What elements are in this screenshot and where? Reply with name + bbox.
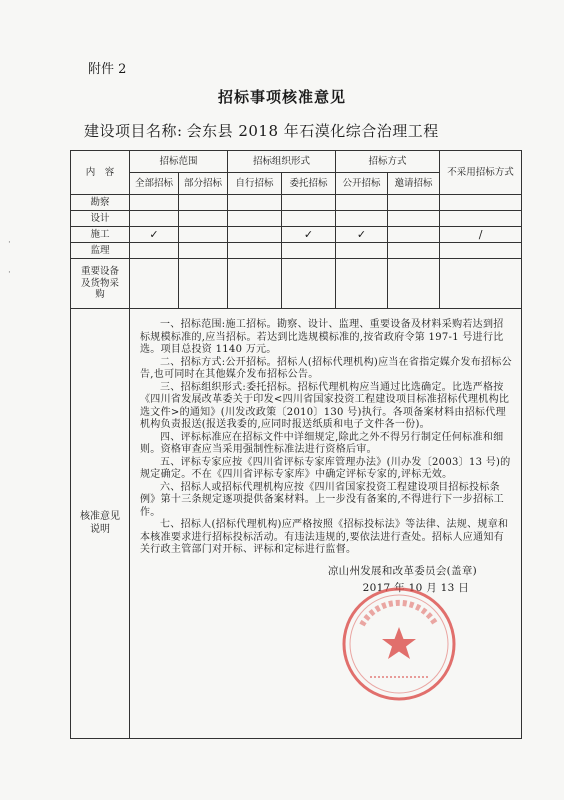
table-row	[71, 227, 522, 243]
header-no-tender: 不采用招标方式	[440, 151, 522, 195]
table-row	[71, 195, 522, 211]
table-cell	[179, 259, 228, 309]
approval-table	[70, 150, 522, 739]
note-paragraph: 二、招标方式:公开招标。招标人(招标代理机构)应当在省指定媒介发布招标公告,也可同时在其他媒介发布招标公告。	[140, 356, 512, 380]
project-name: 会东县 2018 年石漠化综合治理工程	[186, 122, 439, 140]
table-cell	[388, 211, 440, 227]
check-mark: ✓	[282, 227, 336, 243]
sub-header: 委托招标	[282, 173, 336, 195]
sub-header: 自行招标	[228, 173, 282, 195]
table-cell	[228, 243, 282, 259]
table-cell	[179, 243, 228, 259]
table-cell	[440, 259, 522, 309]
note-paragraph: 四、评标标准应在招标文件中详细规定,除此之外不得另行制定任何标准和细则。资格审查应当采用强制性标准法进行资格后审。	[140, 431, 504, 455]
table-cell	[130, 211, 179, 227]
sub-header: 部分招标	[179, 173, 228, 195]
table-cell	[388, 243, 440, 259]
table-cell	[282, 195, 336, 211]
header-content: 内 容	[71, 151, 130, 195]
table-row	[71, 243, 522, 259]
note-paragraph: 三、招标组织形式:委托招标。招标代理机构应当通过比选确定。比选严格按《四川省发展改革委关于印发<四川省国家投资工程建设项目标准招标代理机构比选文件>的通知》(川发改政策〔2010〕130 号)执行。各项备案材料由招标代理机构负责报送(报送我委的,应同时报送纸质和电子文件各一份)。	[140, 381, 510, 430]
table-cell	[388, 227, 440, 243]
table-cell	[282, 259, 336, 309]
table-cell	[228, 227, 282, 243]
table-cell	[336, 243, 388, 259]
table-cell	[282, 211, 336, 227]
table-cell	[388, 195, 440, 211]
table-cell	[130, 243, 179, 259]
note-paragraph: 一、招标范围:施工招标。勘察、设计、监理、重要设备及材料采购若达到招标规模标准的,应当招标。若达到比选规模标准的,按省政府令第 197-1 号进行比选。项目总投资 1140 万元。	[140, 319, 504, 355]
table-cell	[179, 195, 228, 211]
table-cell	[336, 195, 388, 211]
sub-header: 公开招标	[336, 173, 388, 195]
approval-notes	[130, 309, 522, 739]
slash-mark: /	[440, 227, 522, 243]
table-cell	[228, 211, 282, 227]
row-label: 重要设备及货物采购	[71, 259, 130, 309]
header-scope: 招标范围	[130, 151, 228, 173]
row-label: 监理	[71, 243, 130, 259]
table-cell	[282, 243, 336, 259]
margin-marks: · ·	[8, 238, 11, 278]
table-cell	[440, 211, 522, 227]
signing-org: 凉山州发展和改革委员会(盖章)	[327, 564, 478, 577]
table-cell	[130, 195, 179, 211]
table-cell	[179, 227, 228, 243]
notes-label: 核准意见说明	[71, 309, 130, 739]
row-label: 施工	[71, 227, 130, 243]
sub-header: 邀请招标	[388, 173, 440, 195]
table-cell	[179, 211, 228, 227]
table-cell	[228, 195, 282, 211]
table-cell	[228, 259, 282, 309]
row-label: 设计	[71, 211, 130, 227]
table-cell	[440, 195, 522, 211]
table-row	[71, 211, 522, 227]
table-cell	[336, 211, 388, 227]
attachment-label: 附件 2	[88, 62, 127, 77]
note-paragraph: 六、招标人或招标代理机构应按《四川省国家投资工程建设项目招标投标条例》第十三条规定逐项提供备案材料。上一步没有备案的,不得进行下一步招标工作。	[140, 481, 504, 518]
note-paragraph: 七、招标人(招标代理机构)应严格按照《招标投标法》等法律、法规、规章和本核准要求进行招标投标活动。有违法违规的,要依法进行查处。招标人应通知有关行政主管部门对开标、评标和定标进行监督。	[140, 519, 509, 555]
row-label: 勘察	[71, 195, 130, 211]
table-row	[71, 259, 522, 309]
project-line	[84, 120, 439, 141]
signing-date: 2017 年 10 月 13 日	[362, 581, 470, 594]
header-method: 招标方式	[336, 151, 440, 173]
document-title: 招标事项核准意见	[217, 88, 346, 106]
sub-header: 全部招标	[130, 173, 179, 195]
project-label: 建设项目名称:	[84, 122, 183, 140]
table-cell	[440, 243, 522, 259]
table-cell	[388, 259, 440, 309]
check-mark: ✓	[336, 227, 388, 243]
header-org-form: 招标组织形式	[228, 151, 336, 173]
table-cell	[130, 259, 179, 309]
signature-block	[140, 563, 513, 597]
check-mark: ✓	[130, 227, 179, 243]
note-paragraph: 五、评标专家应按《四川省评标专家库管理办法》(川办发〔2003〕13 号)的规定确定。不在《四川省评标专家库》中确定评标专家的,评标无效。	[140, 456, 511, 480]
table-cell	[336, 259, 388, 309]
